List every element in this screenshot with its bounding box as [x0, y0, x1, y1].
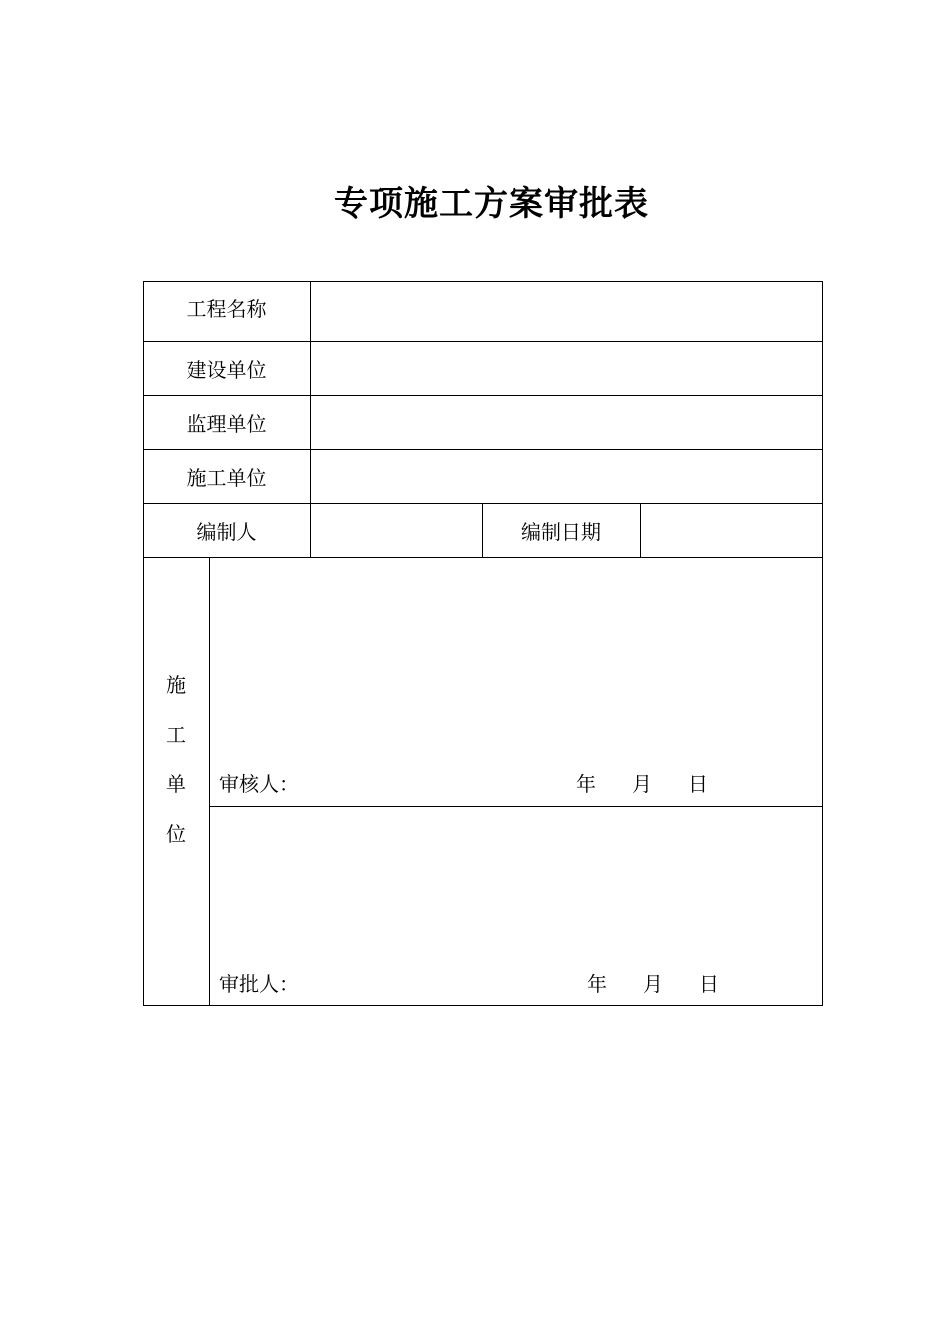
column-divider: [310, 281, 311, 557]
reviewer-month-label: 月: [632, 772, 652, 796]
side-label-char: 位: [166, 822, 186, 846]
row-divider: [143, 503, 823, 504]
construction-unit-field[interactable]: [320, 358, 813, 382]
approver-month-label: 月: [643, 972, 663, 996]
side-label-char: 单: [166, 772, 186, 796]
approver-label: 审批人：: [219, 972, 299, 996]
column-divider: [640, 503, 641, 557]
approval-form-table: [143, 281, 823, 1006]
reviewer-signature-field[interactable]: [302, 772, 562, 796]
approver-year-label: 年: [587, 972, 607, 996]
approver-day-label: 日: [699, 972, 719, 996]
reviewer-day-label: 日: [688, 772, 708, 796]
construction-unit-label: 建设单位: [186, 358, 267, 382]
row-divider: [143, 395, 823, 396]
side-label-char: 施: [166, 673, 186, 697]
reviewer-label: 审核人：: [219, 772, 299, 796]
form-title: 专项施工方案审批表: [334, 184, 649, 224]
row-divider: [143, 341, 823, 342]
column-divider: [209, 557, 210, 1006]
supervision-unit-field[interactable]: [320, 412, 813, 436]
compiler-label: 编制人: [196, 520, 257, 544]
compiler-field[interactable]: [320, 520, 472, 544]
builder-unit-label: 施工单位: [186, 466, 267, 490]
reviewer-year-label: 年: [576, 772, 596, 796]
row-divider: [209, 806, 823, 807]
compile-date-label: 编制日期: [521, 520, 601, 544]
row-divider: [143, 557, 823, 558]
compile-date-field[interactable]: [650, 520, 813, 544]
side-label-char: 工: [166, 723, 186, 747]
project-name-label: 工程名称: [186, 297, 267, 321]
approver-signature-field[interactable]: [302, 972, 572, 996]
builder-unit-field[interactable]: [320, 466, 813, 490]
row-divider: [143, 449, 823, 450]
supervision-unit-label: 监理单位: [186, 412, 267, 436]
project-name-field[interactable]: [320, 297, 813, 321]
